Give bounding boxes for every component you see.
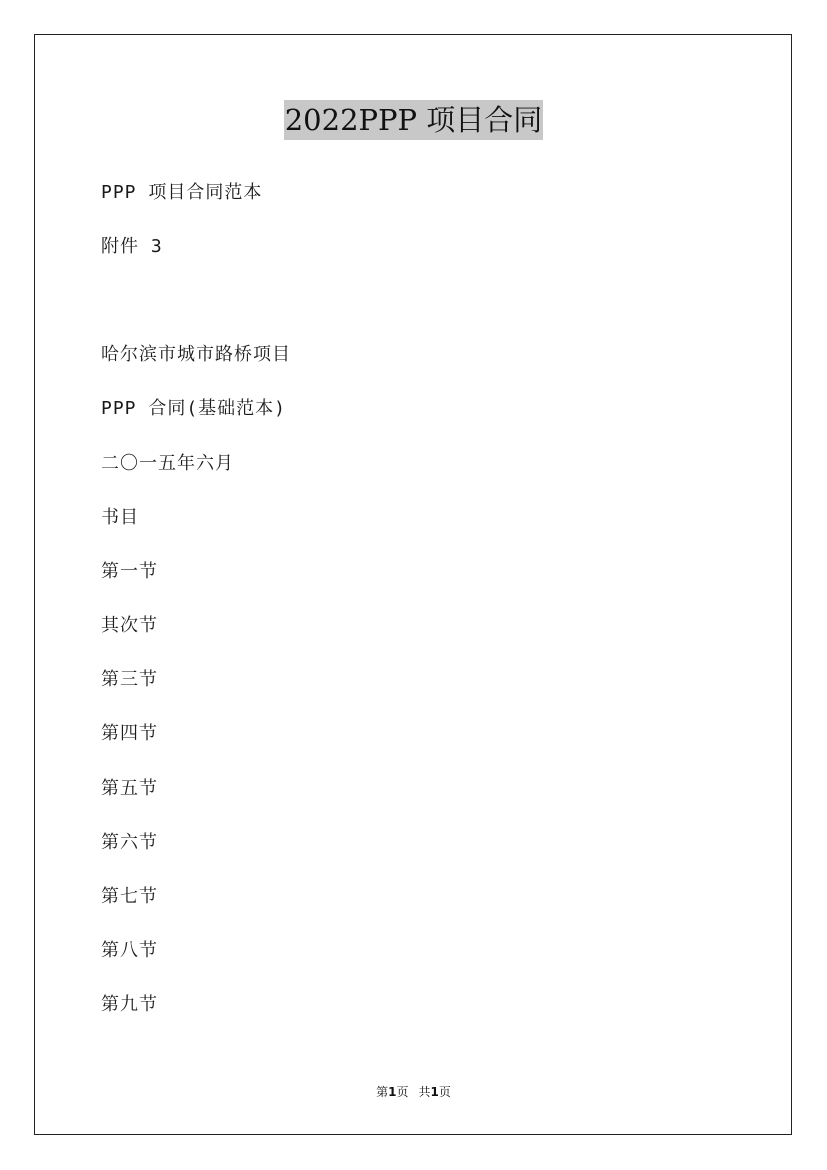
toc-item: 第七节 <box>101 886 158 907</box>
footer-total-suffix: 页 <box>438 1085 451 1099</box>
doc-line-contract-type: PPP 合同(基础范本) <box>101 398 287 419</box>
toc-item: 第九节 <box>101 994 158 1015</box>
doc-line-template-name: PPP 项目合同范本 <box>101 182 263 203</box>
footer-total-pages: 1 <box>430 1085 439 1099</box>
toc-item: 第六节 <box>101 832 158 853</box>
toc-item: 第一节 <box>101 561 158 582</box>
toc-item: 第八节 <box>101 940 158 961</box>
toc-item: 其次节 <box>101 615 158 636</box>
doc-line-date: 二〇一五年六月 <box>101 453 234 474</box>
title-container <box>0 100 827 140</box>
toc-item: 第四节 <box>101 723 158 744</box>
doc-line-toc-heading: 书目 <box>101 507 139 528</box>
document-title: 2022PPP 项目合同 <box>284 100 544 140</box>
toc-item: 第五节 <box>101 778 158 799</box>
doc-line-project-name: 哈尔滨市城市路桥项目 <box>101 344 291 365</box>
page-footer <box>0 1084 827 1100</box>
doc-line-attachment: 附件 3 <box>101 236 163 257</box>
toc-item: 第三节 <box>101 669 158 690</box>
footer-page-prefix: 第 <box>376 1085 389 1099</box>
footer-page-suffix: 页 <box>396 1085 409 1099</box>
footer-total-prefix: 共 <box>418 1085 431 1099</box>
footer-page-number: 1 <box>388 1085 397 1099</box>
